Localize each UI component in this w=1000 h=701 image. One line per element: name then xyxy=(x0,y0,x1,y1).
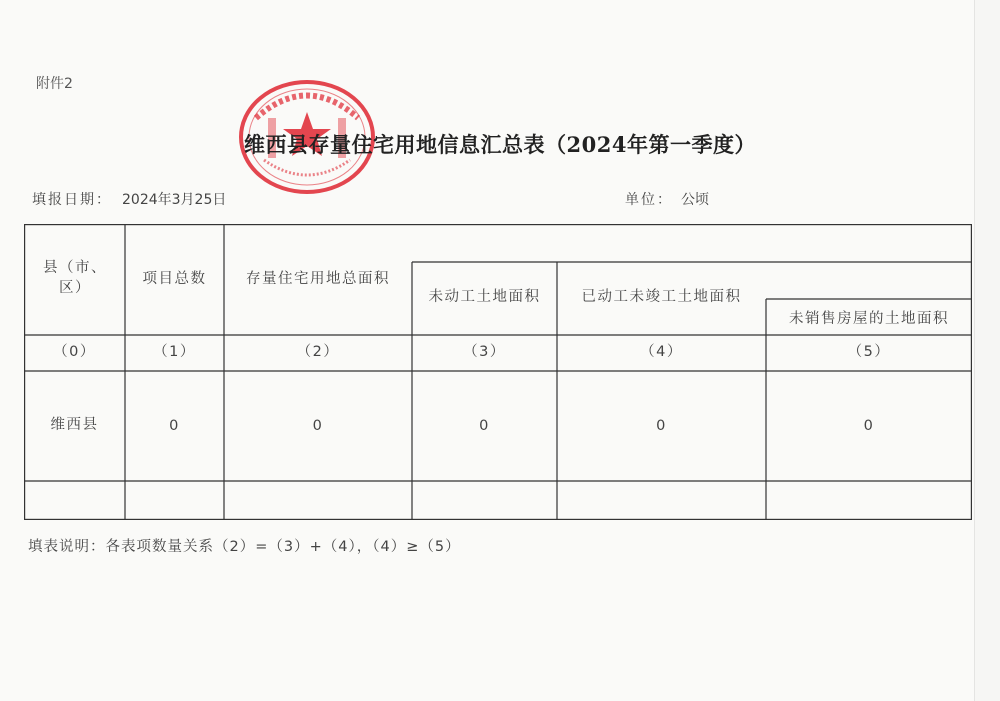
index-3: （3） xyxy=(463,344,506,360)
index-1: （1） xyxy=(153,344,196,360)
unit-value: 公顷 xyxy=(681,192,709,208)
row-not-started: 0 xyxy=(479,418,490,434)
fill-date-label: 填报日期： xyxy=(32,192,112,208)
document-title: 维西县存量住宅用地信息汇总表（2024年第一季度） xyxy=(244,132,756,157)
unit xyxy=(625,189,709,209)
row-county: 维西县 xyxy=(50,417,99,433)
index-4: （4） xyxy=(640,344,683,360)
row-project-total: 0 xyxy=(169,418,180,434)
index-2: （2） xyxy=(296,344,340,360)
row-unsold: 0 xyxy=(863,418,875,434)
attachment-label: 附件2 xyxy=(36,76,73,92)
fill-date-value: 2024年3月25日 xyxy=(122,192,227,208)
header-not-started: 未动工土地面积 xyxy=(428,289,541,305)
header-started-unfinished: 已动工未竣工土地面积 xyxy=(581,289,742,305)
summary-table xyxy=(24,224,972,520)
header-stock-total: 存量住宅用地总面积 xyxy=(246,271,390,287)
unit-label: 单位： xyxy=(625,192,673,208)
header-project-total: 项目总数 xyxy=(142,271,207,287)
row-started-unfinished: 0 xyxy=(656,418,667,434)
header-unsold: 未销售房屋的土地面积 xyxy=(789,311,949,327)
index-0: （0） xyxy=(53,344,96,360)
index-5: （5） xyxy=(847,344,891,360)
header-county: 县（市、区） xyxy=(43,260,107,296)
fill-instructions: 填表说明：各表项数量关系（2）=（3）+（4），（4）≥（5） xyxy=(28,539,461,555)
row-stock-total: 0 xyxy=(312,418,324,434)
fill-date xyxy=(32,189,226,209)
